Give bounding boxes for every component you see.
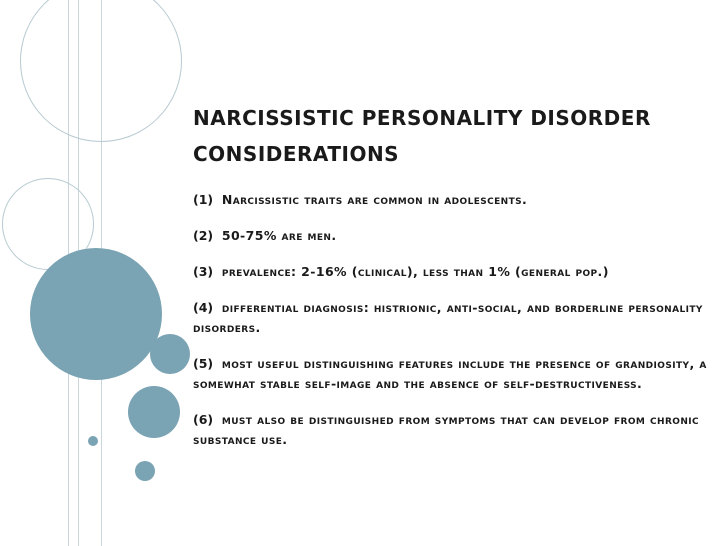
item-number: (1) [193,192,214,207]
item-number: (6) [193,412,214,427]
small-circle [135,461,155,481]
item-text: must also be distinguished from symptoms that can develop from chronic substance use. [193,412,700,447]
decorative-side-band [0,0,108,546]
title-line-1: NARCISSISTIC PERSONALITY DISORDER [193,106,651,130]
item-number: (4) [193,300,214,315]
list-item [193,354,713,394]
title-line-2: CONSIDERATIONS [193,142,400,166]
list-item [193,262,713,282]
tiny-circle [88,436,98,446]
list-item [193,226,713,246]
slide-content [193,100,713,450]
item-number: (5) [193,356,214,371]
list-item [193,410,713,450]
large-circle [30,248,162,380]
outline-circle [20,0,182,142]
item-text: prevalence: 2-16% (clinical), less than 1% (general pop.) [221,264,609,279]
item-number: (3) [193,264,214,279]
item-text: differential diagnosis: histrionic, anti-social, and borderline personality disorders. [193,300,703,335]
item-text: most useful distinguishing features include the presence of grandiosity, a somewhat stable self-image and the absence of self-destructiveness. [193,356,707,391]
list-item [193,190,713,210]
small-circle [150,334,190,374]
medium-circle [128,386,180,438]
list-item [193,298,713,338]
item-text: 50-75% are men. [221,228,337,243]
slide-title [193,100,713,172]
item-number: (2) [193,228,214,243]
item-text: Narcissistic traits are common in adolescents. [221,192,528,207]
